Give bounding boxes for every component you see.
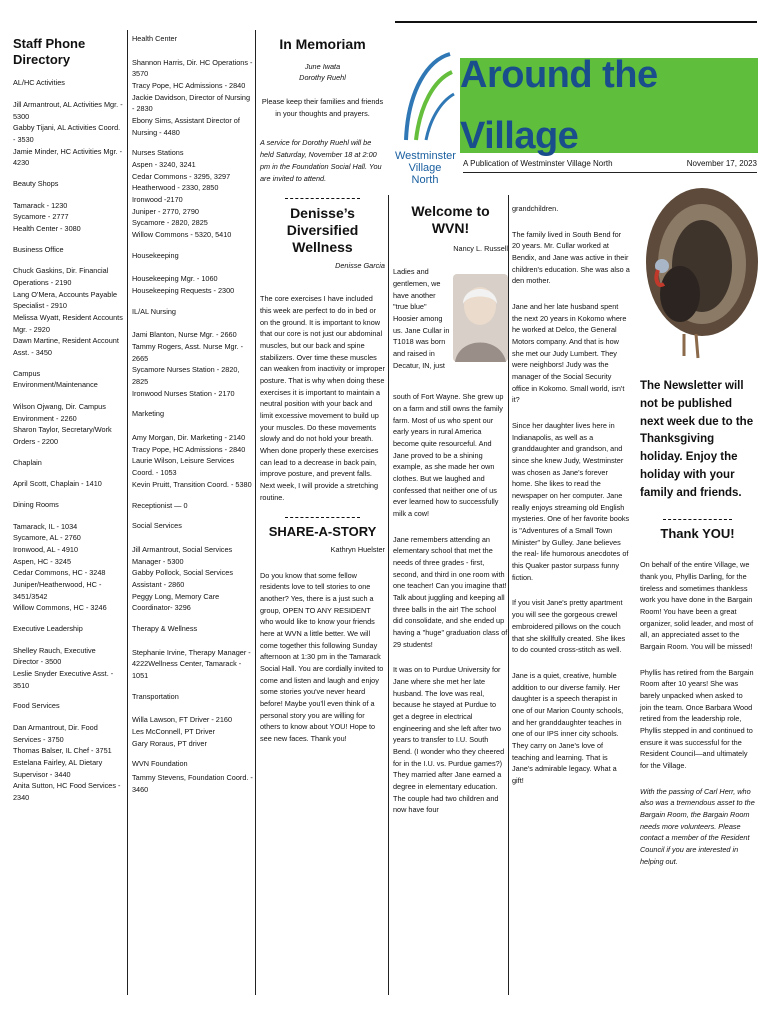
welcome-column: [393, 203, 508, 816]
logo-text: Westminster Village North: [395, 150, 456, 187]
directory-section: Transportation Willa Lawson, FT Driver - 2160 Les McConnell, PT Driver Gary Roraus, PT driver: [132, 691, 233, 748]
directory-section: Marketing Amy Morgan, Dir. Marketing - 2140 Tracy Pope, HC Admissions - 2840 Laurie Wilson, Leisure Services Coord. - 1053 Kevin Pruitt, Transition Coord. - 5380: [132, 409, 252, 489]
directory-section: Campus Environment/Maintenance Wilson Ojwang, Dir. Campus Environment - 2260 Sharon Taylor, Secretary/Work Orders - 2200: [13, 368, 112, 446]
directory-section: Social Services Jill Armantrout, Social Services Manager - 5300 Gabby Pollock, Social Services Assistant - 2860 Peggy Long, Memory Care Coordinator- 3296: [132, 521, 233, 613]
directory-section: AL/HC Activities Jill Armantrout, AL Activities Mgr. - 5300 Gabby Tijani, AL Activities Coord. - 3530 Jamie Minder, HC Activities Mgr. - 4230: [13, 78, 123, 168]
memoriam-column: [260, 36, 385, 745]
masthead-title: Around the Village: [460, 58, 758, 153]
separator: [285, 517, 360, 518]
memoriam-names: June Iwata Dorothy Ruehl: [299, 61, 346, 83]
resident-photo: [453, 274, 508, 362]
divider: [388, 195, 389, 995]
directory-section: WVN Foundation Tammy Stevens, Foundation Coord. - 3460: [132, 759, 253, 794]
welcome-column-cont: [512, 203, 630, 787]
directory-title: Staff Phone Directory: [13, 36, 86, 67]
welcome-para: Jane is a quiet, creative, humble addition to our diverse family. Her daughter is a speech therapist in one of our Marion County schools, and her granddaughter teaches in one of our IPS inner city schools. They carry on Jane's love of teaching and learning. That is Jane's admirable legacy. What a gift!: [512, 670, 624, 785]
divider: [255, 30, 256, 995]
directory-section: Chaplain April Scott, Chaplain - 1410: [13, 457, 102, 489]
directory-section: Health Center Shannon Harris, Dir. HC Operations - 3570 Tracy Pope, HC Admissions - 2840 Jackie Davidson, Director of Nursing - 2830 Ebony Sims, Assistant Director of Nursing - 4480: [132, 34, 253, 137]
notice-column: [640, 378, 755, 867]
welcome-para: If you visit Jane's pretty apartment you will see the gorgeous crewel embroidered pillows on the couch that she skillfully created. She likes to do counted cross-stitch as well.: [512, 598, 626, 655]
memoriam-title: In Memoriam: [279, 36, 366, 52]
directory-section: IL/AL Nursing Jami Blanton, Nurse Mgr. - 2660 Tammy Rogers, Asst. Nurse Mgr. - 2665 Sycamore Nurses Station - 2820, 2825 Ironwood Nurses Station - 2170: [132, 306, 244, 398]
thanks-title: Thank YOU!: [660, 525, 735, 541]
directory-section: Receptionist — 0: [132, 500, 188, 510]
thanks-para: On behalf of the entire Village, we thank you, Phyllis Darling, for the tireless and sometimes thankless work you have done in the Bargain Room! You have been a great organizer, solid leader, and most of all, an appreciated asset to the Bargain Room. You will be missed!: [640, 560, 754, 651]
directory-section: Executive Leadership Shelley Rauch, Executive Director - 3500 Leslie Snyder Executive Asst. - 3510: [13, 624, 114, 690]
issue-date: November 17, 2023: [686, 159, 757, 168]
directory-section: Therapy & Wellness Stephanie Irvine, Therapy Manager - 4222Wellness Center, Tamarack - 1051: [132, 623, 251, 680]
logo-icon: [398, 50, 456, 146]
directory-section: Nurses Stations Aspen - 3240, 3241 Cedar Commons - 3295, 3297 Heatherwood - 2330, 2850 Ironwood -2170 Juniper - 2770, 2790 Sycamore - 2820, 2825 Willow Commons - 5320, 5410: [132, 148, 232, 240]
memoriam-text: Please keep their families and friends in your thoughts and prayers.: [261, 97, 384, 118]
welcome-para: The family lived in South Bend for 20 years. Mr. Cullar worked at Bendix, and Jane was active in their children's education. She was also a den mother.: [512, 229, 630, 286]
welcome-para: Since her daughter lives here in Indianapolis, as well as a granddaughter and grandson, and since she knew Judy, Westminster was chosen as Jane's forever home. She likes to read the newspaper on her computer. Jane really enjoys streaming old English mysteries. One of her favorite books is "Adventures of a Small Town Minister" by Gulley. Jane believes the real- life humorous anecdotes of this Quaker pastor surpass funny fiction.: [512, 421, 630, 582]
separator: [663, 519, 732, 520]
welcome-para: Jane remembers attending an elementary school that met the needs of three grades - first, second, and third in one room with one teacher! Can you imagine that! Talk about juggling and keeping all three balls in the air! The school did consolidate, and she ended up having a "huge" graduation class of 29 students!: [393, 534, 508, 649]
staff-directory-cont: [132, 33, 254, 804]
turkey-image: [640, 184, 758, 364]
wellness-author: Denisse Garcia: [335, 260, 385, 270]
thanks-para: Phyllis has retired from the Bargain Room after 10 years! She was barely unpacked when asked to join the team. Once Barbara Wood retired from the leadership role, Phyllis stepped in and continued to ensure it was successful for the Resident Council—and ultimately for the Village.: [640, 667, 754, 771]
wellness-text: The core exercises I have included this week are perfect to do in bed or on the ground. It is important to know that our core is not just our abdominal muscles, but our back and spine stabilizers. Over time these muscles can weaken from inactivity or improper posture. That is why when doing these exercises it is important to maintain a neutral position with your back and limit excessive movement to build up your muscles. Do these movements slowly and do not hold your breath. When done properly these exercises can lead to a decrease in back pain, improve posture, and prevent falls. Next week, I will provide a stretching routine.: [260, 294, 385, 502]
directory-section: Housekeeping Housekeeping Mgr. - 1060 Housekeeping Requests - 2300: [132, 250, 235, 296]
story-text: Do you know that some fellow residents love to tell stories to one another? Yes, there is a just such a group, OPEN TO ANY RESIDENT who would like to know your friends here at WVN a little better. We will come together this following Sunday afternoon at 1:30 pm in the Tamarack Social Hall. You are cordially invited to come and listen and laugh and enjoy some stories you've never heard before! Maybe you'll even think of a personal story you are willing for others to know about YOU! Hope to see new faces. Thank you!: [260, 570, 384, 743]
welcome-para: Jane and her late husband spent the next 20 years in Kokomo where he worked at Delco, the General Motors company. And that is how she met our Judy Lumbert. They were neighbors! Judy was the manager of the Social Security office in Kokomo. Small world, isn't it?: [512, 302, 627, 405]
divider: [127, 30, 128, 995]
welcome-para: south of Fort Wayne. She grew up on a farm and still owns the family farm. Most of us who spent our early years in rural America become quite resourceful. And Jane proved to be a shining example, as she made her own clothes. But we laughed and confessed that neither one of us ever learned how to successfully milk a cow!: [393, 392, 504, 518]
top-rule: [395, 21, 757, 23]
welcome-intro: Ladies and gentlemen, we have another "true blue" Hoosier among us. Jane Cullar in T1018 was born and raised in Decatur, IN, just: [393, 267, 450, 370]
story-title: SHARE-A-STORY: [268, 524, 377, 540]
newsletter-notice: The Newsletter will not be published next week due to the Thanksgiving holiday. Enjoy the holiday with your family and friends.: [640, 380, 754, 499]
staff-directory: [13, 36, 123, 813]
directory-section: Food Services Dan Armantrout, Dir. Food Services - 3750 Thomas Balser, IL Chef - 3751 Estelana Fairley, AL Dietary Supervisor - 3440 Anita Sutton, HC Food Services - 2340: [13, 701, 121, 803]
publication-line: [463, 158, 757, 171]
welcome-author: Nancy L. Russell: [453, 243, 508, 253]
directory-section: Beauty Shops Tamarack - 1230 Sycamore - 2777 Health Center - 3080: [13, 178, 81, 233]
directory-section: Dining Rooms Tamarack, IL - 1034 Sycamore, AL - 2760 Ironwood, AL - 4910 Aspen, HC - 3245 Cedar Commons, HC - 3248 Juniper/Heatherwood, HC - 3451/3542 Willow Commons, HC - 3246: [13, 500, 107, 613]
welcome-para: It was on to Purdue University for Jane where she met her late husband. The love was real, because he stayed at Purdue to get a degree in electrical engineering and she left after two years to transfer to I.U. South Bend. (I wonder who they cheered for in the I.U. vs. Purdue games?) They married after Jane earned a degree in elementary education. The couple had two children and now have four: [393, 665, 505, 815]
memoriam-service: A service for Dorothy Ruehl will be held Saturday, November 18 at 2:00 pm in the Foundation Social Hall. You are invited to attend.: [260, 138, 382, 183]
separator: [285, 198, 360, 199]
publication-label: A Publication of Westminster Village North: [463, 159, 613, 168]
welcome-para: grandchildren.: [512, 204, 559, 213]
directory-section: Business Office Chuck Gaskins, Dir. Financial Operations - 2190 Lang O'Mera, Accounts Payable Specialist - 2910 Melissa Wyatt, Resident Accounts Mgr. - 2920 Dawn Martine, Resident Account Asst. - 3450: [13, 244, 123, 357]
welcome-title: Welcome to WVN!: [411, 203, 490, 236]
divider: [508, 195, 509, 995]
story-author: Kathryn Huelster: [330, 544, 385, 554]
thanks-para: With the passing of Carl Herr, who also was a tremendous asset to the Bargain Room, the Bargain Room needs more volunteers. Please contact a member of the Resident Council if you are interested in helping out.: [640, 786, 755, 866]
wellness-title: Denisse’s Diversified Wellness: [286, 205, 359, 255]
masthead-rule: [463, 172, 757, 173]
